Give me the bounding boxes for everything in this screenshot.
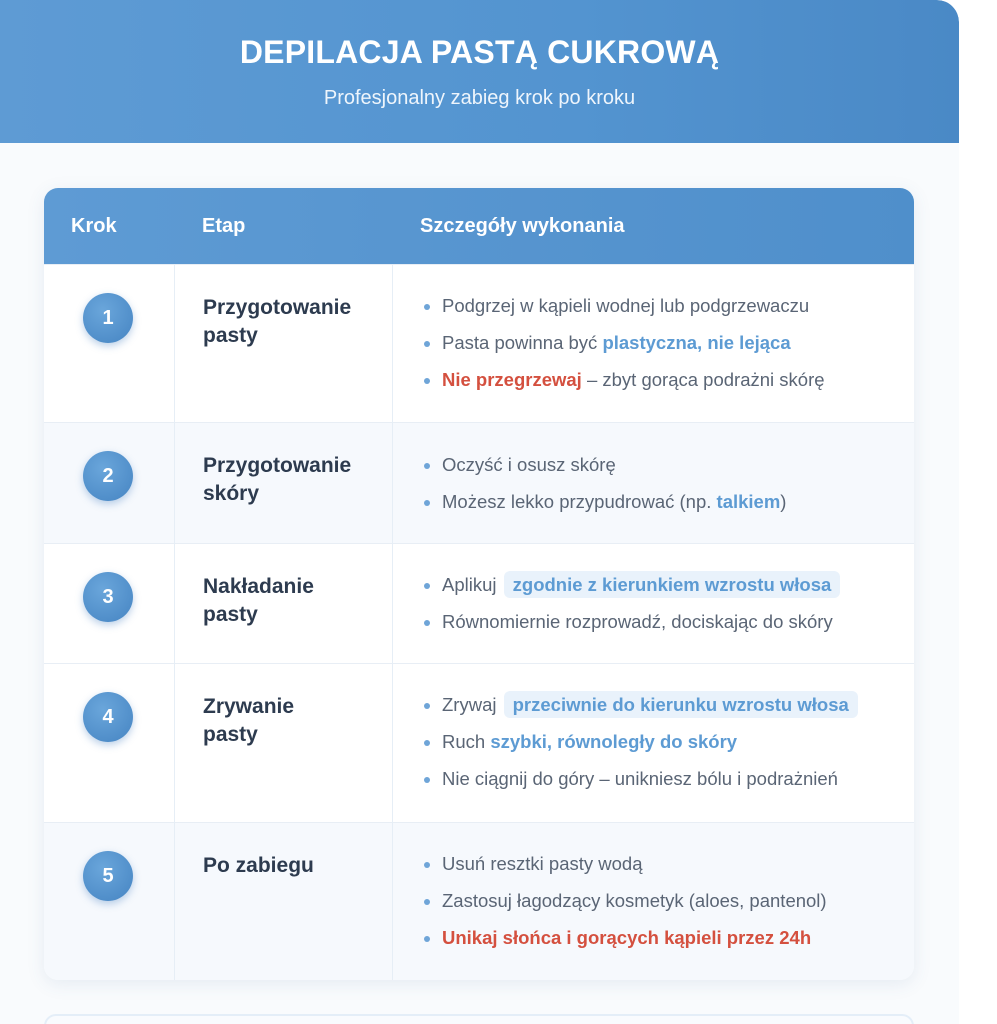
page-header <box>0 0 959 143</box>
detail-item: Równomiernie rozprowadź, dociskając do skóry <box>422 609 902 646</box>
detail-item: Zastosuj łagodzący kosmetyk (aloes, pantenol) <box>422 888 902 925</box>
detail-item: Aplikuj zgodnie z kierunkiem wzrostu włosa <box>422 572 902 609</box>
stage-name-line: Po zabiegu <box>203 854 314 877</box>
detail-item: Usuń resztki pasty wodą <box>422 851 902 888</box>
detail-item: Możesz lekko przypudrować (np. talkiem) <box>422 489 902 526</box>
detail-item: Podgrzej w kąpieli wodnej lub podgrzewaczu <box>422 293 902 330</box>
table-header <box>44 188 914 264</box>
warning-text: Unikaj słońca i gorących kąpieli przez 24h <box>442 927 812 948</box>
detail-item: Ruch szybki, równoległy do skóry <box>422 729 902 766</box>
step-number-badge: 4 <box>83 692 133 742</box>
detail-item: Nie ciągnij do góry – unikniesz bólu i podrażnień <box>422 766 902 803</box>
step-number-badge: 1 <box>83 293 133 343</box>
highlight-pill: zgodnie z kierunkiem wzrostu włosa <box>504 571 841 598</box>
detail-item <box>422 925 902 962</box>
highlight-text: talkiem <box>716 491 781 512</box>
stage-name <box>203 852 383 880</box>
step-number-badge: 5 <box>83 851 133 901</box>
warning-text: Nie przegrzewaj <box>442 369 582 390</box>
page-title: DEPILACJA PASTĄ CUKROWĄ <box>239 34 720 70</box>
highlight-text: plastyczna, nie lejąca <box>602 332 791 353</box>
column-divider <box>392 264 393 980</box>
step-details <box>422 692 902 803</box>
step-number-badge: 3 <box>83 572 133 622</box>
detail-item: Oczyść i osusz skórę <box>422 452 902 489</box>
column-header-details: Szczegóły wykonania <box>420 215 625 237</box>
detail-item: Zrywaj przeciwnie do kierunku wzrostu włosa <box>422 692 902 729</box>
highlight-text: szybki, równoległy do skóry <box>490 731 738 752</box>
column-header-krok: Krok <box>71 215 117 237</box>
stage-name-line: Nakładanie <box>203 575 314 598</box>
stage-name-line: skóry <box>203 482 260 505</box>
step-number-badge: 2 <box>83 451 133 501</box>
highlight-pill: przeciwnie do kierunku wzrostu włosa <box>504 691 858 718</box>
stage-name <box>203 573 383 629</box>
step-details <box>422 572 902 646</box>
stage-name-line: pasty <box>203 324 258 347</box>
column-divider <box>174 264 175 980</box>
stage-name <box>203 693 383 749</box>
column-header-etap: Etap <box>202 215 246 237</box>
step-details <box>422 452 902 526</box>
stage-name-line: Przygotowanie <box>203 454 352 477</box>
next-section-box <box>44 1014 914 1024</box>
step-details <box>422 851 902 962</box>
step-details <box>422 293 902 404</box>
stage-name <box>203 294 383 350</box>
page-subtitle: Profesjonalny zabieg krok po kroku <box>323 87 636 109</box>
stage-name-line: Przygotowanie <box>203 296 352 319</box>
steps-table <box>44 188 914 980</box>
stage-name <box>203 452 383 508</box>
detail-item: Pasta powinna być plastyczna, nie lejąca <box>422 330 902 367</box>
detail-item: Nie przegrzewaj – zbyt gorąca podrażni skórę <box>422 367 902 404</box>
stage-name-line: pasty <box>203 603 258 626</box>
stage-name-line: pasty <box>203 723 258 746</box>
stage-name-line: Zrywanie <box>203 695 295 718</box>
